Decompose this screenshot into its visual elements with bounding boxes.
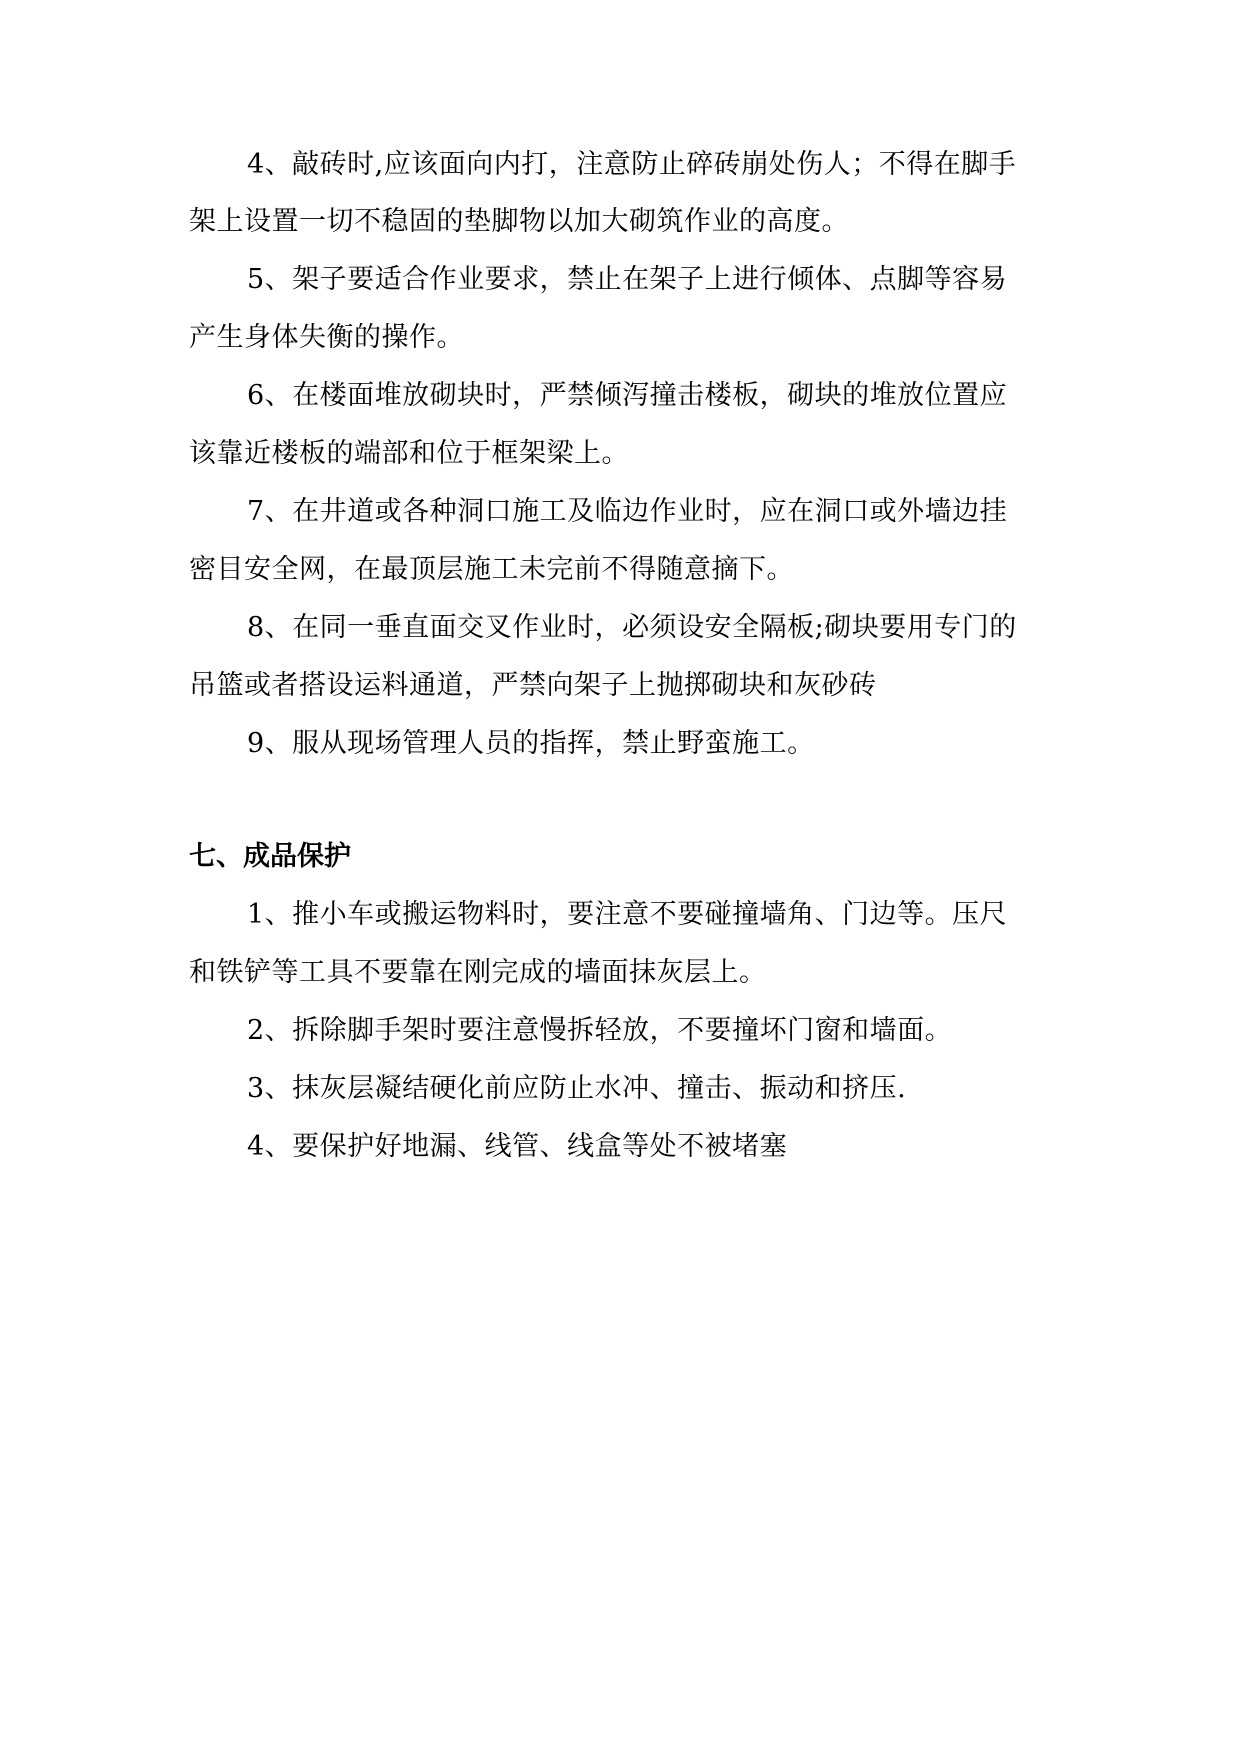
item-7-3-line-1: 3、抹灰层凝结硬化前应防止水冲、撞击、振动和挤压. [247, 1073, 907, 1104]
item-6-5-line-2: 产生身体失衡的操作。 [189, 322, 464, 353]
item-7-1-line-2: 和铁铲等工具不要靠在刚完成的墙面抹灰层上。 [189, 957, 767, 988]
section-7-heading: 七、成品保护 [189, 841, 351, 872]
item-6-5-line-1: 5、架子要适合作业要求，禁止在架子上进行倾体、点脚等容易 [247, 264, 1008, 295]
item-6-6-line-1: 6、在楼面堆放砌块时，严禁倾泻撞击楼板，砌块的堆放位置应 [247, 380, 1008, 411]
item-6-8-line-1: 8、在同一垂直面交叉作业时，必须设安全隔板;砌块要用专门的 [247, 612, 1017, 643]
item-7-4-line-1: 4、要保护好地漏、线管、线盒等处不被堵塞 [247, 1131, 788, 1162]
item-6-4-line-2: 架上设置一切不稳固的垫脚物以加大砌筑作业的高度。 [189, 206, 849, 237]
item-7-1-line-1: 1、推小车或搬运物料时，要注意不要碰撞墙角、门边等。压尺 [247, 899, 1008, 930]
item-6-7-line-2: 密目安全网，在最顶层施工未完前不得随意摘下。 [189, 554, 794, 585]
item-7-2-line-1: 2、拆除脚手架时要注意慢拆轻放，不要撞坏门窗和墙面。 [247, 1015, 953, 1046]
item-6-9-line-1: 9、服从现场管理人员的指挥，禁止野蛮施工。 [247, 728, 815, 759]
item-6-7-line-1: 7、在井道或各种洞口施工及临边作业时，应在洞口或外墙边挂 [247, 496, 1008, 527]
item-6-6-line-2: 该靠近楼板的端部和位于框架梁上。 [189, 438, 629, 469]
item-6-4-line-1: 4、敲砖时,应该面向内打，注意防止碎砖崩处伤人；不得在脚手 [247, 149, 1017, 180]
item-6-8-line-2: 吊篮或者搭设运料通道，严禁向架子上抛掷砌块和灰砂砖 [189, 670, 877, 701]
